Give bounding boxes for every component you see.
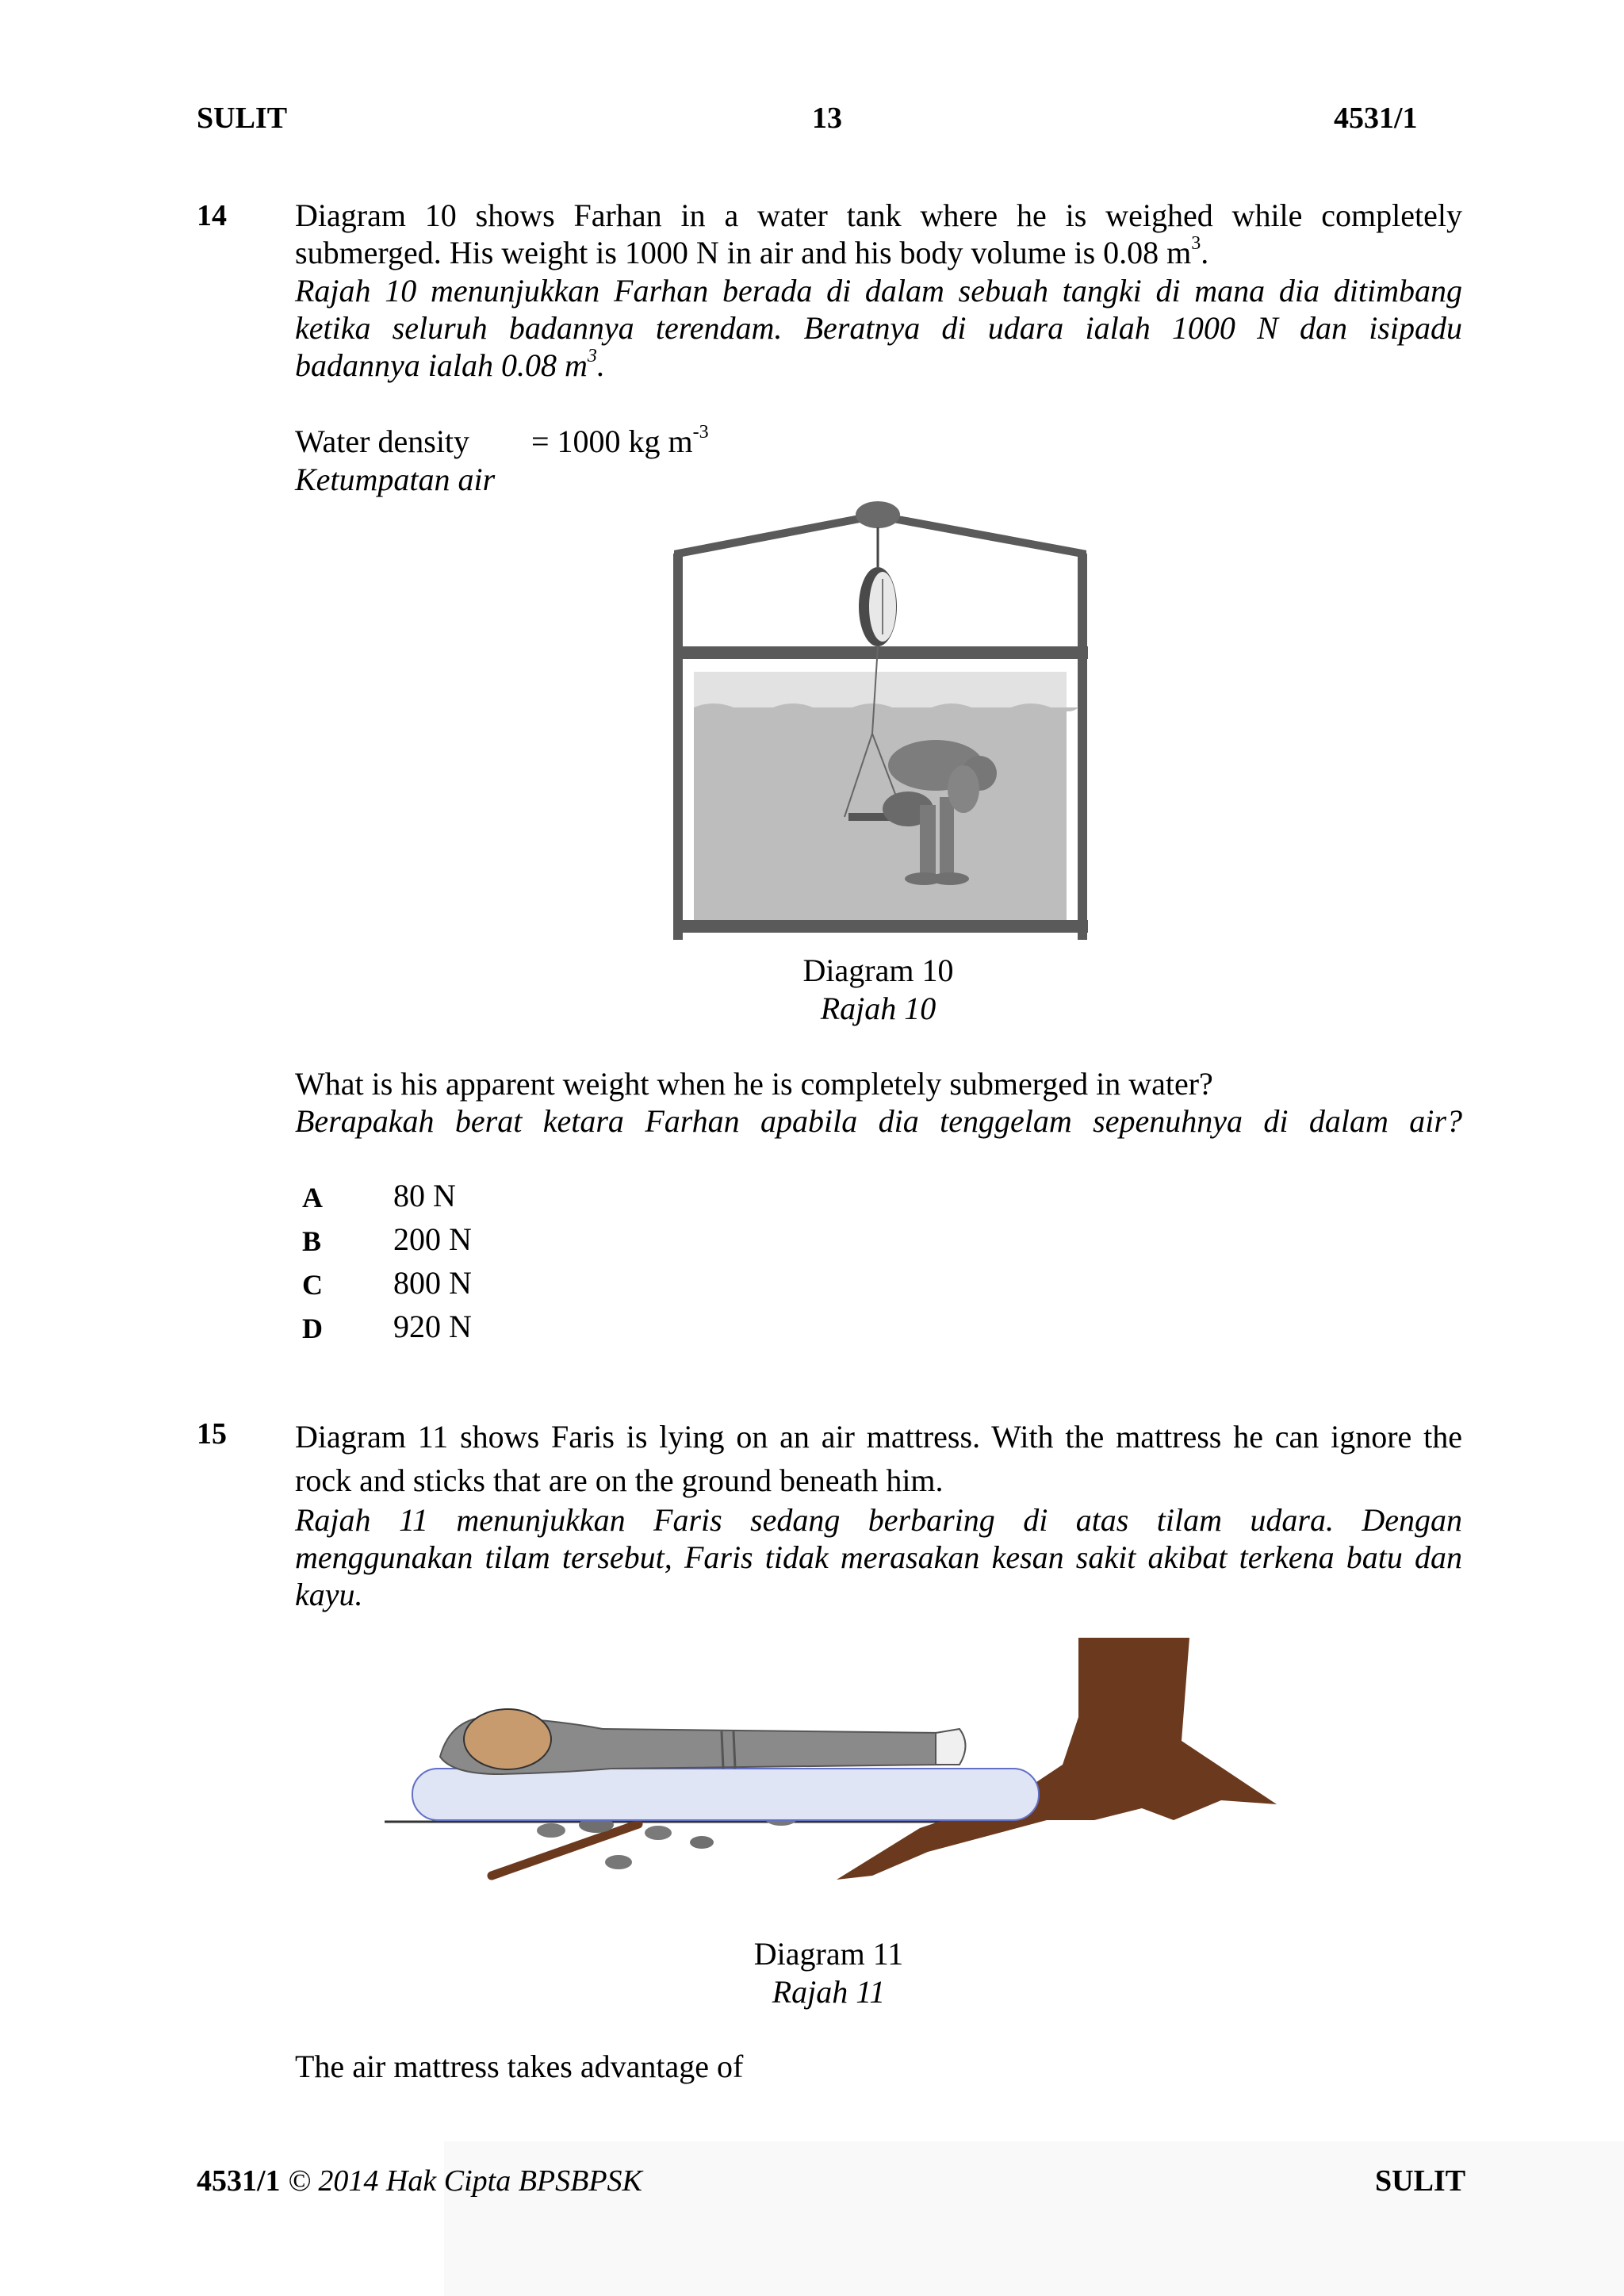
- diagram-11-caption: Diagram 11: [753, 1936, 904, 1972]
- option-b-letter[interactable]: B: [302, 1225, 322, 1257]
- q14-ms-line2: ketika seluruh badannya terendam. Beratnya di udara ialah 1000 N dan isipadu: [295, 310, 1462, 346]
- hook: [856, 501, 900, 528]
- q15-en-line2: rock and sticks that are on the ground beneath him.: [295, 1462, 944, 1498]
- rock: [690, 1836, 714, 1849]
- diagram-10-caption-ms: Rajah 10: [820, 991, 936, 1026]
- paper-code: 4531/1: [1334, 102, 1418, 135]
- air-mattress: [412, 1769, 1039, 1820]
- q14-ms-line1: Rajah 10 menunjukkan Farhan berada di dalam sebuah tangki di mana dia ditimbang: [295, 273, 1462, 309]
- rock: [537, 1823, 565, 1838]
- page-number: 13: [812, 102, 842, 135]
- option-a-letter[interactable]: A: [302, 1182, 323, 1213]
- question-number-15: 15: [197, 1417, 227, 1451]
- q15-ms-line3: kayu.: [295, 1577, 363, 1612]
- water-density-value: = 1000 kg $m^{-3}$: [531, 421, 709, 459]
- footer-left: [197, 2164, 642, 2198]
- q15-ms-line2: menggunakan tilam tersebut, Faris tidak merasakan kesan sakit akibat terkena batu dan: [295, 1539, 1462, 1575]
- faris-face: [464, 1709, 551, 1769]
- rock: [605, 1855, 632, 1869]
- diagram-11-air-mattress: [381, 1638, 1285, 1899]
- q15-ms-line1: Rajah 11 menunjukkan Faris sedang berbaring di atas tilam udara. Dengan: [295, 1502, 1462, 1538]
- q15-stem: The air mattress takes advantage of: [295, 2049, 744, 2084]
- option-c-value[interactable]: 800 N: [393, 1265, 472, 1301]
- option-b-value[interactable]: 200 N: [393, 1221, 472, 1257]
- option-c-letter[interactable]: C: [302, 1269, 323, 1301]
- option-d-letter[interactable]: D: [302, 1313, 323, 1344]
- footer-code: 4531/1: [197, 2164, 281, 2198]
- header-left: SULIT: [197, 102, 288, 135]
- q15-en-line1: Diagram 11 shows Faris is lying on an air mattress. With the mattress he can ignore the: [295, 1419, 1462, 1455]
- option-d-value[interactable]: 920 N: [393, 1309, 472, 1344]
- q14-question: What is his apparent weight when he is completely submerged in water?: [295, 1066, 1213, 1102]
- diagram-10-water-tank: [666, 496, 1094, 944]
- q14-text-ms: [295, 272, 1462, 384]
- q14-text-en: [295, 197, 1462, 271]
- question-number-14: 14: [197, 199, 227, 232]
- q14-ms-line3: badannya ialah 0.08 $m^3$.: [295, 345, 605, 383]
- footer-copyright: © 2014 Hak Cipta BPSBPSK: [288, 2164, 642, 2198]
- footer-right: SULIT: [1375, 2164, 1466, 2198]
- q14-en-line1: Diagram 10 shows Farhan in a water tank where he is weighed while completely: [295, 197, 1462, 233]
- q15-text-ms: [295, 1501, 1462, 1613]
- faris-feet: [936, 1729, 966, 1765]
- q14-question-ms: Berapakah berat ketara Farhan apabila dia tenggelam sepenuhnya di dalam air?: [295, 1103, 1462, 1139]
- q14-en-line2: submerged. His weight is 1000 N in air and his body volume is 0.08 $m^3$.: [295, 232, 1209, 270]
- water-density-label-ms: Ketumpatan air: [295, 462, 496, 497]
- option-a-value[interactable]: 80 N: [393, 1178, 456, 1213]
- q15-text-en: [295, 1415, 1462, 1502]
- water-density-label: Water density: [295, 424, 470, 459]
- rock: [645, 1826, 672, 1840]
- diagram-10-caption: Diagram 10: [802, 953, 954, 988]
- diagram-11-caption-ms: Rajah 11: [772, 1974, 886, 2010]
